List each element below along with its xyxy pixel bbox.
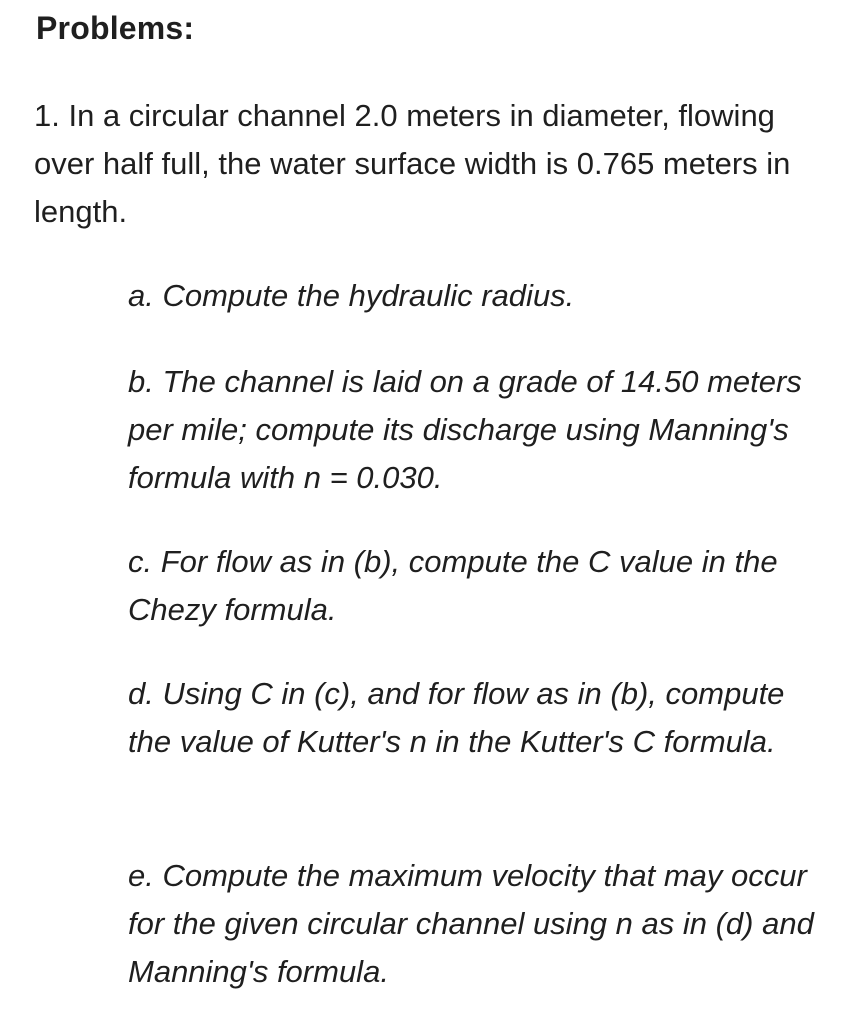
problem-part-a: a. Compute the hydraulic radius. (128, 278, 575, 313)
problem-part-e: e. Compute the maximum velocity that may occur for the given circular channel using n as in (d) and Manning's formula. (128, 858, 814, 989)
section-heading: Problems: (36, 10, 195, 46)
problem-part-c: c. For flow as in (b), compute the C value in the Chezy formula. (128, 544, 778, 627)
problem-part-d: d. Using C in (c), and for flow as in (b), compute the value of Kutter's n in the Kutter's C formula. (128, 676, 785, 759)
problem-part-b: b. The channel is laid on a grade of 14.50 meters per mile; compute its discharge using Manning's formula with n = 0.030. (128, 364, 802, 495)
problem-1-statement: 1. In a circular channel 2.0 meters in diameter, flowing over half full, the water surface width is 0.765 meters in length. (34, 98, 791, 229)
